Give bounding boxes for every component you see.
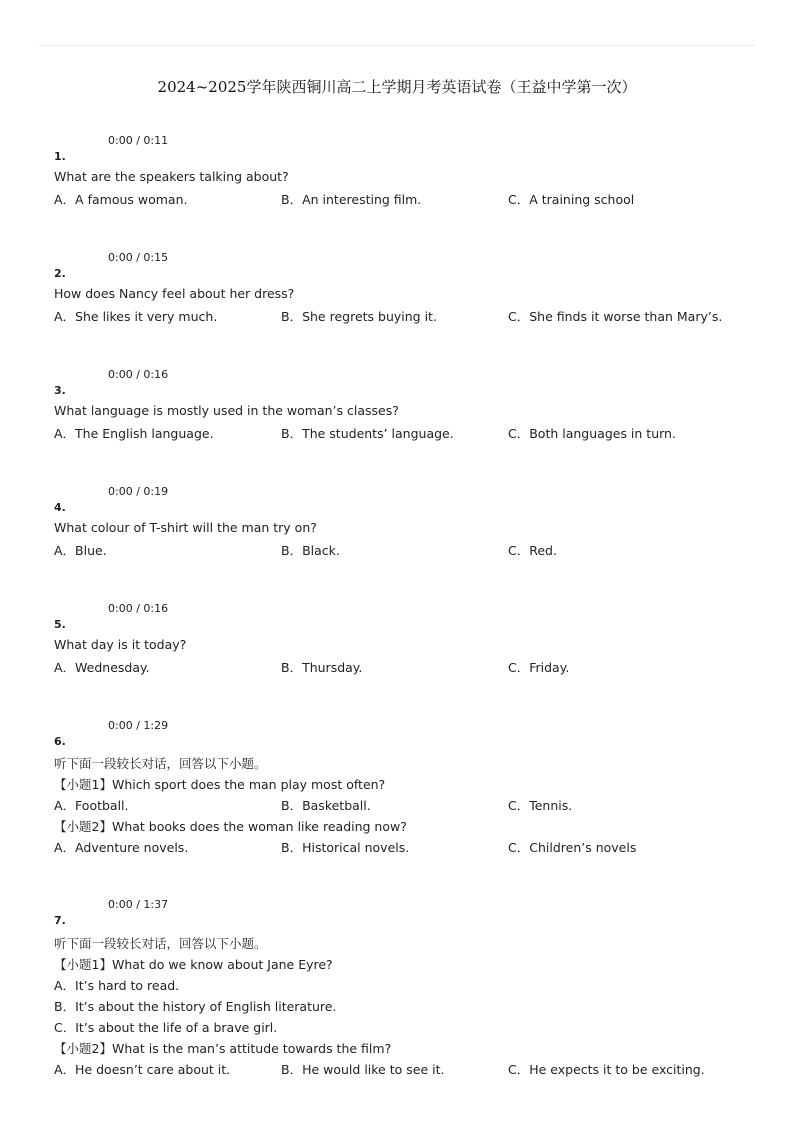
question-number: 2. [54, 267, 66, 280]
question-number: 3. [54, 384, 66, 397]
page-title: 2024~2025学年陕西铜川高二上学期月考英语试卷（王益中学第一次） [157, 78, 637, 96]
option-c[interactable]: C．Red. [508, 543, 557, 558]
sub2-option-a[interactable]: A．He doesn’t care about it. [54, 1062, 231, 1077]
sub2-option-c[interactable]: C．He expects it to be exciting. [508, 1062, 705, 1077]
option-a[interactable]: A．She likes it very much. [54, 309, 218, 324]
question-stem: How does Nancy feel about her dress? [54, 286, 295, 301]
audio-player-q2[interactable]: 0:00 / 0:15 [108, 251, 169, 264]
audio-player-q4[interactable]: 0:00 / 0:19 [108, 485, 169, 498]
sub-question-2: 【小题2】What books does the woman like reading now? [54, 819, 407, 834]
header-divider [38, 45, 756, 46]
sub2-option-b[interactable]: B．Historical novels. [281, 840, 410, 855]
sub2-option-b[interactable]: B．He would like to see it. [281, 1062, 445, 1077]
sub2-option-c[interactable]: C．Children’s novels [508, 840, 637, 855]
question-number: 6. [54, 735, 66, 748]
sub1-option-c[interactable]: C．It’s about the life of a brave girl. [54, 1020, 278, 1035]
option-a[interactable]: A．Blue. [54, 543, 107, 558]
audio-player-q1[interactable]: 0:00 / 0:11 [108, 134, 169, 147]
option-b[interactable]: B．The students’ language. [281, 426, 454, 441]
question-number: 5. [54, 618, 66, 631]
sub1-option-b[interactable]: B．Basketball. [281, 798, 371, 813]
audio-player-q5[interactable]: 0:00 / 0:16 [108, 602, 169, 615]
question-intro: 听下面一段较长对话，回答以下小题。 [54, 936, 267, 951]
question-number: 1. [54, 150, 66, 163]
option-c[interactable]: C．Friday. [508, 660, 570, 675]
option-c[interactable]: C．A training school [508, 192, 635, 207]
question-number: 4. [54, 501, 66, 514]
option-b[interactable]: B．An interesting film. [281, 192, 422, 207]
sub-question-1: 【小题1】Which sport does the man play most often? [54, 777, 386, 792]
sub-question-2: 【小题2】What is the man’s attitude towards the film? [54, 1041, 392, 1056]
sub1-option-a[interactable]: A．It’s hard to read. [54, 978, 180, 993]
option-b[interactable]: B．Black. [281, 543, 340, 558]
sub1-option-a[interactable]: A．Football. [54, 798, 129, 813]
audio-player-q3[interactable]: 0:00 / 0:16 [108, 368, 169, 381]
option-b[interactable]: B．She regrets buying it. [281, 309, 437, 324]
option-b[interactable]: B．Thursday. [281, 660, 363, 675]
question-stem: What are the speakers talking about? [54, 169, 289, 184]
question-stem: What colour of T-shirt will the man try on? [54, 520, 317, 535]
question-stem: What day is it today? [54, 637, 187, 652]
sub1-option-b[interactable]: B．It’s about the history of English literature. [54, 999, 337, 1014]
sub-question-1: 【小题1】What do we know about Jane Eyre? [54, 957, 333, 972]
option-c[interactable]: C．She finds it worse than Mary’s. [508, 309, 723, 324]
sub1-option-c[interactable]: C．Tennis. [508, 798, 573, 813]
question-number: 7. [54, 914, 66, 927]
audio-player-q6[interactable]: 0:00 / 1:29 [108, 719, 169, 732]
sub2-option-a[interactable]: A．Adventure novels. [54, 840, 189, 855]
option-a[interactable]: A．Wednesday. [54, 660, 150, 675]
option-a[interactable]: A．A famous woman. [54, 192, 188, 207]
question-stem: What language is mostly used in the woman’s classes? [54, 403, 399, 418]
audio-player-q7[interactable]: 0:00 / 1:37 [108, 898, 169, 911]
option-c[interactable]: C．Both languages in turn. [508, 426, 676, 441]
question-intro: 听下面一段较长对话，回答以下小题。 [54, 756, 267, 771]
option-a[interactable]: A．The English language. [54, 426, 214, 441]
